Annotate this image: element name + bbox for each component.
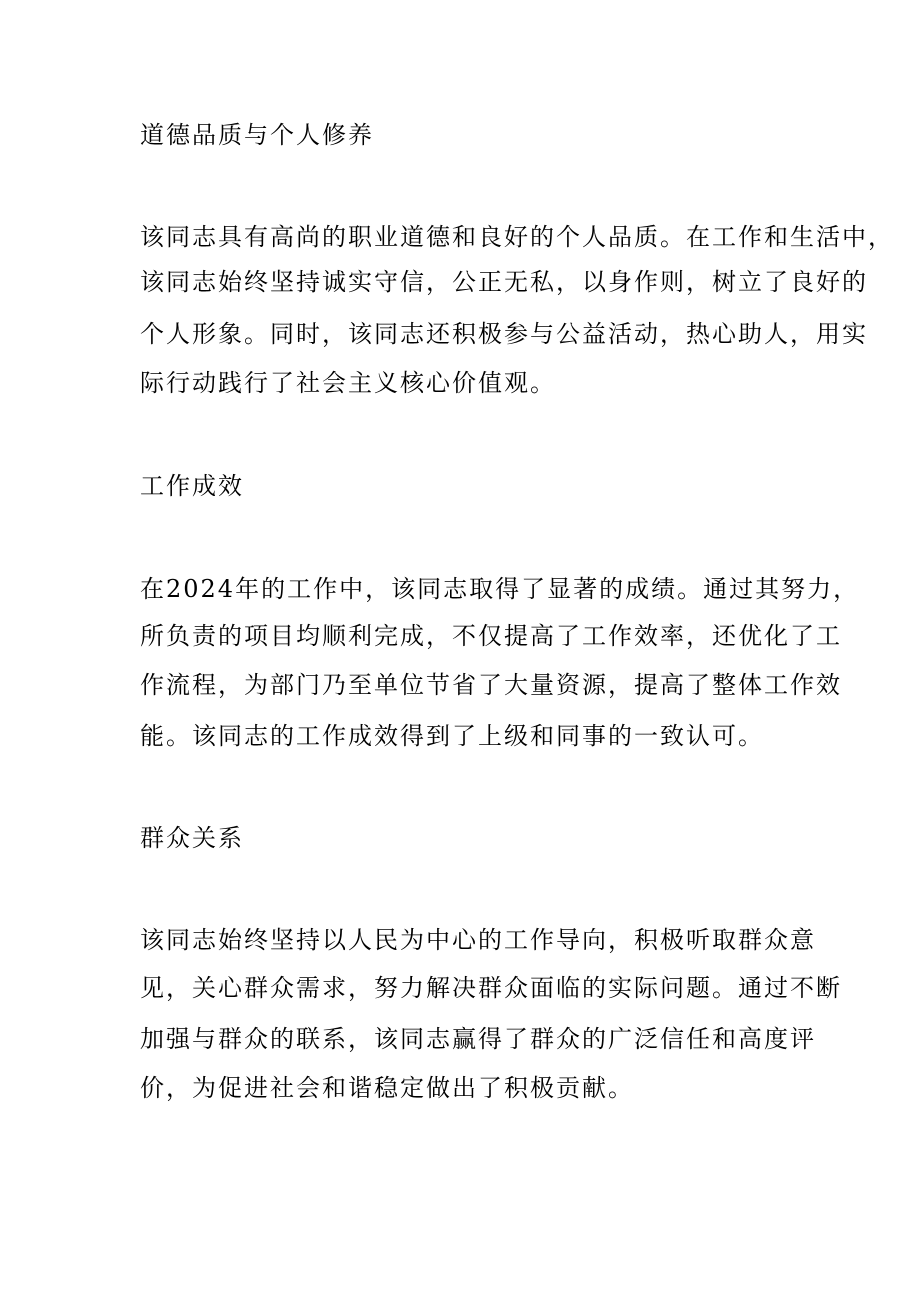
paragraph-line: 际行动践行了社会主义核心价值观。: [140, 369, 556, 397]
section-heading-moral: 道德品质与个人修养: [140, 121, 374, 149]
paragraph-line: 能。该同志的工作成效得到了上级和同事的一致认可。: [140, 722, 764, 750]
section-heading-relations: 群众关系: [140, 824, 244, 852]
section-heading-results: 工作成效: [140, 472, 244, 500]
paragraph-line: 该同志始终坚持以人民为中心的工作导向，积极听取群众意: [140, 926, 816, 954]
paragraph-line: 加强与群众的联系，该同志赢得了群众的广泛信任和高度评: [140, 1025, 816, 1053]
paragraph-line: 所负责的项目均顺利完成，不仅提高了工作效率，还优化了工: [140, 622, 842, 650]
paragraph-line: 个人形象。同时，该同志还积极参与公益活动，热心助人，用实: [140, 320, 868, 348]
paragraph-line: 价，为促进社会和谐稳定做出了积极贡献。: [140, 1074, 634, 1102]
paragraph-line: 作流程，为部门乃至单位节省了大量资源，提高了整体工作效: [140, 671, 842, 699]
paragraph-line: 在2024年的工作中，该同志取得了显著的成绩。通过其努力，: [140, 575, 860, 603]
paragraph-line: 该同志始终坚持诚实守信，公正无私，以身作则，树立了良好的: [140, 268, 868, 296]
paragraph-line: 见，关心群众需求，努力解决群众面临的实际问题。通过不断: [140, 974, 842, 1002]
paragraph-line: 该同志具有高尚的职业道德和良好的个人品质。在工作和生活中，: [140, 223, 894, 251]
